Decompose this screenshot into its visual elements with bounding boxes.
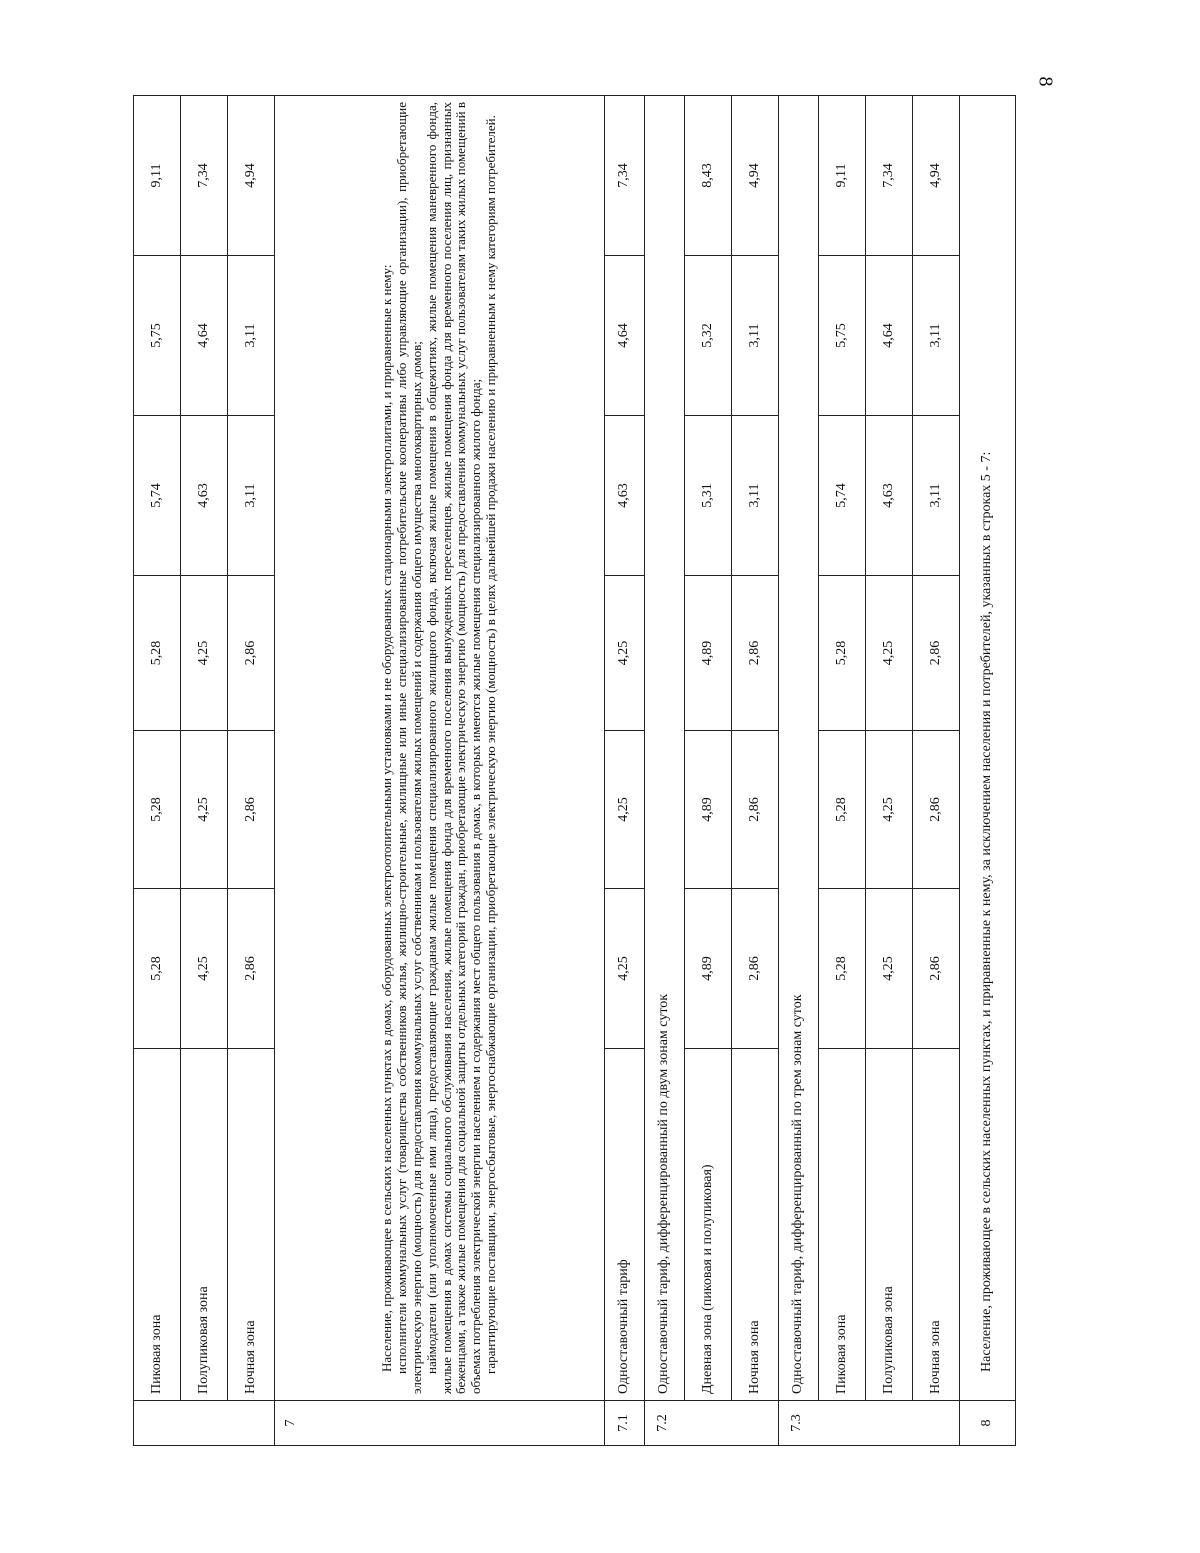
table-row [732, 96, 779, 1446]
value-cell: 4,94 [228, 96, 275, 256]
value-cell: 4,25 [866, 731, 913, 889]
table-row [134, 96, 181, 1446]
row-number-cell: 7 [275, 1401, 605, 1446]
value-cell: 5,32 [685, 256, 732, 416]
value-cell: 5,28 [819, 731, 866, 889]
table-row [228, 96, 275, 1446]
value-cell: 5,28 [134, 576, 181, 731]
page-number: 8 [1034, 76, 1057, 87]
rotated-table-area [133, 96, 995, 1446]
value-cell: 2,86 [228, 576, 275, 731]
value-cell: 8,43 [685, 96, 732, 256]
value-cell: 4,64 [605, 256, 645, 416]
section-7-row [275, 96, 605, 1446]
value-cell: 4,25 [866, 889, 913, 1049]
value-cell: 4,89 [685, 889, 732, 1049]
value-cell: 5,31 [685, 416, 732, 576]
tariff-table [133, 95, 1016, 1446]
value-cell: 2,86 [732, 889, 779, 1049]
value-cell: 7,34 [866, 96, 913, 256]
row-label: Полупиковая зона [866, 1049, 913, 1401]
row-label: Пиковая зона [819, 1049, 866, 1401]
subsection-header: Одноставочный тариф, дифференцированный по двум зонам суток [645, 96, 685, 1401]
value-cell: 4,25 [605, 576, 645, 731]
value-cell: 3,11 [228, 416, 275, 576]
table-row [779, 96, 819, 1446]
table-row [866, 96, 913, 1446]
value-cell: 2,86 [913, 576, 960, 731]
value-cell: 5,28 [134, 731, 181, 889]
value-cell: 9,11 [819, 96, 866, 256]
value-cell: 4,25 [181, 731, 228, 889]
value-cell: 5,28 [819, 576, 866, 731]
paragraph: Население, проживающее в сельских населенных пунктах в домах, оборудованных электроотопительными установками и не оборудованных стационарными электроплитами, и приравненные к нему: [378, 264, 394, 1372]
section-7-description [275, 96, 605, 1401]
value-cell: 7,34 [181, 96, 228, 256]
value-cell: 7,34 [605, 96, 645, 256]
value-cell: 4,64 [181, 256, 228, 416]
value-cell: 4,89 [685, 576, 732, 731]
table-row [819, 96, 866, 1446]
value-cell: 5,75 [134, 256, 181, 416]
value-cell: 4,63 [866, 416, 913, 576]
value-cell: 9,11 [134, 96, 181, 256]
row-number-cell [134, 1401, 275, 1446]
table-row [605, 96, 645, 1446]
paragraph: исполнители коммунальных услуг (товарищества собственников жилья, жилищно-строительные, жилищные или иные специализированные потребительские кооперативы либо управляющие организации), приобретающие электрическую энергию (мощность) для предоставления коммунальных услуг собственникам и пользователям жилых помещений и содержания общего имущества многоквартирных домов; [393, 102, 424, 1394]
table-row [685, 96, 732, 1446]
table-row [181, 96, 228, 1446]
section-8-description [960, 96, 1016, 1401]
value-cell: 4,64 [866, 256, 913, 416]
value-cell: 4,25 [605, 889, 645, 1049]
value-cell: 2,86 [732, 731, 779, 889]
row-label: Одноставочный тариф [605, 1049, 645, 1401]
paragraph: наймодатели (или уполномоченные ими лица), предоставляющие гражданам жилые помещения специализированного жилищного фонда, включая жилые помещения в общежитиях, жилые помещения маневренного фонда, жилые помещения в домах системы социального обслуживания населения, жилые помещения фонда для временного поселения вынужденных переселенцев, жилые помещения фонда для временного поселения лиц, признанных беженцами, а также жилые помещения для социальной защиты отдельных категорий граждан, приобретающие электрическую энергию (мощность) для предоставления коммунальных услуг пользователям таких жилых помещений в объемах потребления электрической энергии населением и содержания мест общего пользования в домах, в которых имеются жилые помещения специализированного жилого фонда; [423, 102, 484, 1394]
value-cell: 5,74 [134, 416, 181, 576]
value-cell: 4,25 [181, 576, 228, 731]
value-cell: 3,11 [913, 416, 960, 576]
row-label: Ночная зона [732, 1049, 779, 1401]
paragraph: Население, проживающее в сельских населенных пунктах, и приравненные к нему, за исключением населения и потребителей, указанных в строках 5 - 7: [979, 451, 995, 1372]
row-label: Ночная зона [913, 1049, 960, 1401]
paragraph: гарантирующие поставщики, энергосбытовые, энергоснабжающие организации, приобретающие электрическую энергию (мощность) в целях дальнейшей продажи населению и приравненным к нему категориям потребителей. [483, 115, 499, 1374]
value-cell: 4,25 [181, 889, 228, 1049]
value-cell: 4,94 [732, 96, 779, 256]
row-label: Полупиковая зона [181, 1049, 228, 1401]
value-cell: 2,86 [732, 576, 779, 731]
value-cell: 5,74 [819, 416, 866, 576]
value-cell: 4,89 [685, 731, 732, 889]
value-cell: 4,25 [605, 731, 645, 889]
value-cell: 4,63 [181, 416, 228, 576]
value-cell: 2,86 [913, 731, 960, 889]
row-label: Пиковая зона [134, 1049, 181, 1401]
row-number-cell: 8 [960, 1401, 1016, 1446]
table-row [913, 96, 960, 1446]
value-cell: 5,28 [819, 889, 866, 1049]
value-cell: 5,75 [819, 256, 866, 416]
section-8-row [960, 96, 1016, 1446]
value-cell: 2,86 [228, 731, 275, 889]
subsection-header: Одноставочный тариф, дифференцированный по трем зонам суток [779, 96, 819, 1401]
value-cell: 4,94 [913, 96, 960, 256]
value-cell: 4,25 [866, 576, 913, 731]
value-cell: 4,63 [605, 416, 645, 576]
table-row [645, 96, 685, 1446]
value-cell: 5,28 [134, 889, 181, 1049]
row-number-cell: 7.2 [645, 1401, 779, 1446]
value-cell: 2,86 [228, 889, 275, 1049]
row-label: Ночная зона [228, 1049, 275, 1401]
value-cell: 3,11 [913, 256, 960, 416]
value-cell: 3,11 [732, 256, 779, 416]
row-number-cell: 7.3 [779, 1401, 960, 1446]
value-cell: 2,86 [913, 889, 960, 1049]
row-number-cell: 7.1 [605, 1401, 645, 1446]
value-cell: 3,11 [732, 416, 779, 576]
row-label: Дневная зона (пиковая и полупиковая) [685, 1049, 732, 1401]
value-cell: 3,11 [228, 256, 275, 416]
